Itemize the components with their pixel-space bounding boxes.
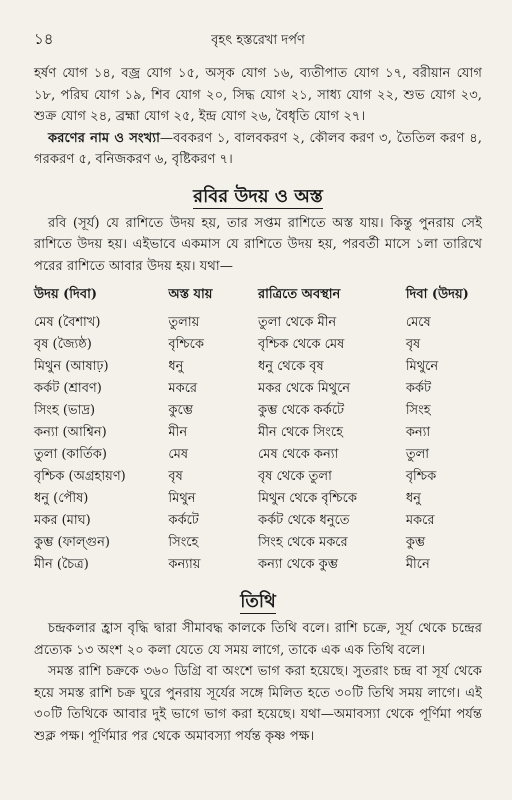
- table-cell: তুলায়: [168, 314, 200, 330]
- col-header-diba: দিবা (উদয়): [405, 287, 469, 302]
- table-cell: বৃষ: [168, 468, 183, 484]
- tithi-paragraph-2: সমস্ত রাশি চক্রকে ৩৬০ ডিগ্রি বা অংশে ভাগ করা হয়েছে। সুতরাং চন্দ্র বা সূর্য থেকে হয়ে সমস্ত রাশি চক্র ঘুরে পুনরায় সূর্যের সঙ্গে মিলিত হতে ৩০টি তিথি সময় লাগে। এই ৩০টি তিথিকে আবার দুই ভাগে ভাগ করা হয়েছে। যথা—অমাবস্যা থেকে পূর্ণিমা পর্যন্ত শুক্ল পক্ষ। পূর্ণিমার পর থেকে অমাবস্যা পর্যন্ত কৃষ্ণ পক্ষ।: [34, 664, 482, 744]
- karan-paragraph: [34, 128, 482, 171]
- table-header-row: [34, 283, 482, 312]
- table-cell: কর্কট (শ্রাবণ): [34, 380, 102, 396]
- table-cell: মীনে: [405, 556, 430, 572]
- table-row: [34, 378, 482, 400]
- table-cell: তুলা (কার্তিক): [34, 446, 107, 462]
- table-row: [34, 510, 482, 532]
- rashi-table: [34, 283, 482, 576]
- table-cell: মকর থেকে মিথুনে: [257, 380, 351, 396]
- table-cell: বৃষ (জ্যৈষ্ঠ): [34, 336, 92, 352]
- table-cell: মীন: [168, 424, 188, 440]
- table-cell: কুম্ভ: [405, 534, 426, 550]
- tithi-paragraph-1: চন্দ্রকলার হ্রাস বৃদ্ধি দ্বারা সীমাবদ্ধ কালকে তিথি বলে। রাশি চক্রে, সূর্য থেকে চন্দ্রের প্রত্যেক ১৩ অংশ ২০ কলা যেতে যে সময় লাগে, তাকে এক এক তিথি বলে।: [34, 621, 482, 658]
- yoga-paragraph: হর্ষণ যোগ ১৪, বজ্র যোগ ১৫, অসৃক যোগ ১৬, ব্যতীপাত যোগ ১৭, বরীয়ান যোগ ১৮, পরিঘ যোগ ১৯, শিব যোগ ২০, সিদ্ধ যোগ ২১, সাধ্য যোগ ২২, শুভ যোগ ২৩, শুক্র যোগ ২৪, ব্রহ্মা যোগ ২৫, ইন্দ্র যোগ ২৬, বৈধৃতি যোগ ২৭।: [34, 66, 482, 124]
- section-heading-sunrise: রবির উদয় ও অস্ত: [193, 185, 323, 207]
- table-cell: সিংহে: [168, 534, 199, 550]
- table-cell: বৃশ্চিক: [405, 468, 437, 484]
- table-row: [34, 488, 482, 510]
- table-cell: মকরে: [168, 380, 198, 396]
- table-cell: সিংহ: [405, 402, 431, 418]
- table-cell: মেষ (বৈশাখ): [34, 314, 101, 330]
- table-cell: কুম্ভে: [168, 402, 193, 418]
- table-cell: বৃশ্চিক থেকে মেষ: [257, 336, 345, 352]
- table-cell: মেষ থেকে কন্যা: [257, 446, 339, 462]
- karan-text: —ববকরণ ১, বালবকরণ ২, কৌলব করণ ৩, তৈতিল করণ ৪, গরকরণ ৫, বনিজকরণ ৬, বৃষ্টিকরণ ৭।: [34, 130, 483, 167]
- table-row: [34, 554, 482, 576]
- table-row: [34, 400, 482, 422]
- table-row: [34, 312, 482, 334]
- page-number: ১৪: [34, 30, 54, 48]
- col-header-osto: অস্ত যায়: [168, 287, 213, 302]
- col-header-ratri: রাত্রিতে অবস্থান: [257, 287, 341, 302]
- karan-label: করণের নাম ও সংখ্যা: [48, 130, 160, 146]
- col-header-udoy: উদয় (দিবা): [34, 287, 97, 302]
- table-cell: ধনু: [168, 358, 184, 374]
- table-cell: কুম্ভ থেকে কর্কটে: [257, 402, 345, 418]
- table-cell: কন্যা থেকে কুম্ভ: [257, 556, 339, 572]
- table-cell: মিথুন: [168, 490, 196, 506]
- table-cell: ধনু থেকে বৃষ: [257, 358, 324, 374]
- section-heading-tithi: তিথি: [240, 591, 276, 612]
- page-header: [34, 28, 482, 53]
- table-cell: বৃশ্চিকে: [168, 336, 204, 352]
- running-title: বৃহৎ হস্তরেখা দর্পণ: [211, 33, 305, 48]
- table-cell: সিংহ (ভাদ্র): [34, 402, 96, 418]
- table-row: [34, 334, 482, 356]
- table-row: [34, 466, 482, 488]
- table-cell: ধনু (পৌষ): [34, 490, 89, 506]
- table-cell: মকরে: [405, 512, 435, 528]
- table-cell: মিথুনে: [405, 358, 439, 374]
- table-cell: কুম্ভ (ফাল্গুন): [34, 534, 110, 550]
- table-cell: কর্কট: [405, 380, 432, 396]
- table-cell: কর্কটে: [168, 512, 199, 528]
- table-cell: মেষে: [405, 314, 431, 330]
- table-row: [34, 422, 482, 444]
- table-cell: কন্যায়: [168, 556, 201, 572]
- table-cell: কন্যা (আশ্বিন): [34, 424, 107, 440]
- table-cell: বৃষ থেকে তুলা: [257, 468, 332, 484]
- sunrise-paragraph: রবি (সূর্য) যে রাশিতে উদয় হয়, তার সপ্তম রাশিতে অস্ত যায়। কিন্তু পুনরায় সেই রাশিতে উদয় হয়। এইভাবে একমাস যে রাশিতে উদয় হয়, পরবর্তী মাসে ১লা তারিখে পরের রাশিতে আবার উদয় হয়। যথা—: [34, 215, 482, 274]
- table-cell: তুলা: [405, 446, 430, 462]
- table-cell: বৃশ্চিক (অগ্রহায়ণ): [34, 468, 126, 484]
- table-cell: মীন থেকে সিংহে: [257, 424, 343, 440]
- table-cell: মেষ: [168, 446, 189, 462]
- table-cell: সিংহ থেকে মকরে: [257, 534, 348, 550]
- table-row: [34, 444, 482, 466]
- table-cell: মকর (মাঘ): [34, 512, 91, 528]
- table-cell: ধনু: [405, 490, 421, 506]
- table-row: [34, 356, 482, 378]
- table-cell: মিথুন (আষাঢ়): [34, 358, 109, 374]
- table-cell: বৃষ: [405, 336, 421, 352]
- table-row: [34, 532, 482, 554]
- table-cell: তুলা থেকে মীন: [257, 314, 337, 330]
- table-cell: কর্কট থেকে ধনুতে: [257, 512, 350, 528]
- table-cell: মিথুন থেকে বৃশ্চিকে: [257, 490, 357, 506]
- table-cell: মীন (চৈত্র): [34, 556, 89, 572]
- table-cell: কন্যা: [405, 424, 431, 440]
